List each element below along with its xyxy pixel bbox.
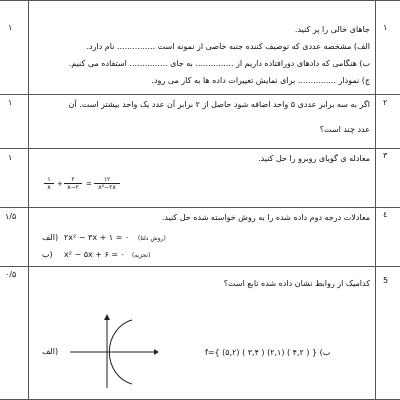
fraction-1-numerator: ۱ bbox=[47, 176, 51, 183]
fraction-2-numerator: ۲ bbox=[71, 176, 75, 183]
question-line: ب) هنگامی که دادهای دورافتاده داریم از ............... به جای ............... استفاده می کنیم. bbox=[68, 59, 370, 68]
question-number: ۱ bbox=[383, 23, 388, 32]
table-rule bbox=[0, 148, 400, 149]
equation-b-method: (تجزیه) bbox=[132, 252, 151, 259]
table-rule bbox=[0, 0, 400, 1]
equals-sign: = bbox=[86, 180, 92, 188]
question-score: ۱ bbox=[8, 23, 13, 32]
equation-a-label: الف) bbox=[42, 233, 59, 242]
question-number: ۳ bbox=[383, 151, 388, 160]
question-title: کدامیک از روابط نشان داده شده تابع است؟ bbox=[223, 279, 370, 288]
equation-b bbox=[40, 249, 240, 261]
equation-a-method: (روش دلتا) bbox=[138, 235, 166, 242]
question-line: الف) مشخصه عددی که توصیف کننده جنبه خاصی از نمونه است ............... نام دارد. bbox=[86, 42, 370, 51]
fraction-2 bbox=[64, 176, 82, 191]
table-rule bbox=[0, 207, 400, 208]
question-number: ٤ bbox=[383, 210, 388, 219]
question-title: معادلات درجه دوم داده شده را به روش خواسته شده حل کنید. bbox=[161, 213, 370, 222]
part-b-relation: ب) f={ (۵,۲) ( ۳,۴ ) (۲,۱) ( ۴,۲ ) } bbox=[205, 348, 331, 357]
table-rule bbox=[28, 0, 29, 400]
question-line: ج) نمودار ............... برای نمایش تغییرات داده ها به کار می رود. bbox=[151, 76, 370, 85]
fraction-1-denominator: x bbox=[47, 184, 51, 191]
y-axis-arrow bbox=[104, 314, 110, 320]
question-score: ۱ bbox=[8, 98, 13, 107]
plus-sign: + bbox=[57, 180, 63, 188]
question-number: ۲ bbox=[383, 98, 388, 107]
table-rule bbox=[375, 0, 376, 400]
part-a-label: الف) bbox=[42, 347, 59, 356]
question-line: عدد چند است؟ bbox=[319, 125, 370, 134]
fraction-3 bbox=[94, 176, 120, 191]
question-number: 5 bbox=[383, 276, 389, 285]
equation-a-expression: ۲x² − ۳x + ۱ = ۰ bbox=[64, 233, 130, 242]
rational-equation bbox=[44, 176, 144, 200]
question-title: جاهای خالی را پر کنید. bbox=[294, 25, 370, 34]
fraction-3-denominator: x²−۲x bbox=[98, 184, 116, 191]
equation-b-label: ب) bbox=[42, 250, 53, 259]
x-axis-arrow bbox=[154, 349, 159, 355]
question-score: ۱ bbox=[8, 153, 13, 162]
table-rule bbox=[0, 266, 400, 267]
relation-graph bbox=[62, 312, 162, 392]
equation-a bbox=[40, 232, 240, 244]
question-line: اگر به سه برابر عددی ۵ واحد اضافه شود حاصل از ۲ برابر آن عدد یک واحد بیشتر است. آن bbox=[68, 100, 370, 109]
question-score: ۰/۵ bbox=[5, 270, 17, 279]
fraction-2-denominator: x−۲ bbox=[67, 184, 79, 191]
question-title: معادله ی گویای روبرو را حل کنید. bbox=[258, 154, 370, 163]
fraction-3-numerator: ۱۲ bbox=[103, 176, 111, 183]
fraction-1 bbox=[44, 176, 54, 191]
table-rule bbox=[0, 94, 400, 95]
question-score: ۱/۵ bbox=[5, 212, 17, 221]
equation-b-expression: x² − ۵x + ۶ = ۰ bbox=[64, 250, 125, 259]
